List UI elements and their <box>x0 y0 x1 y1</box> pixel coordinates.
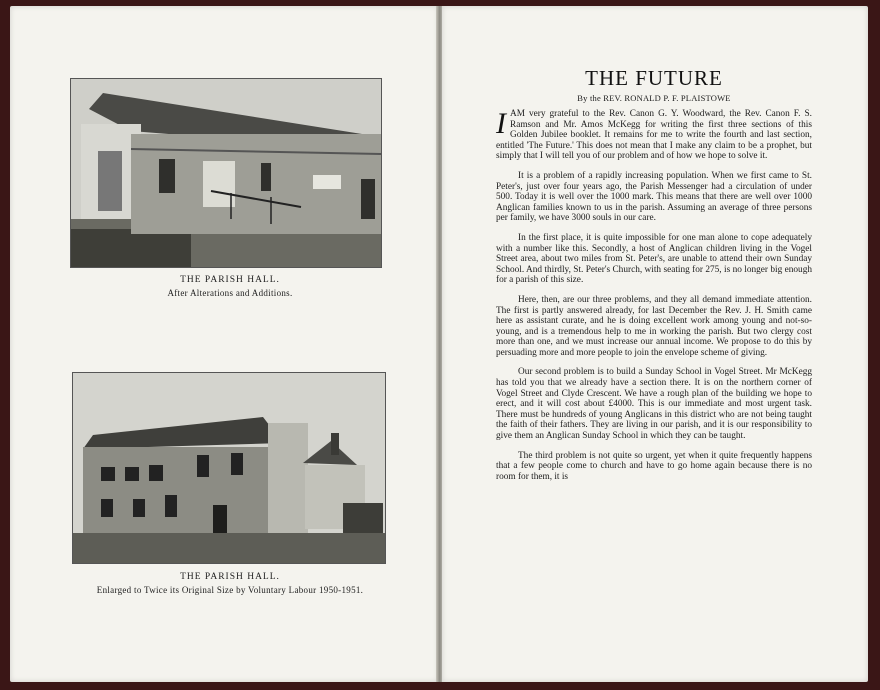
right-page <box>442 6 868 682</box>
article-title: THE FUTURE <box>585 66 723 90</box>
drop-cap: I <box>496 107 506 140</box>
article-paragraph-1-text: AM very grateful to the Rev. Canon G. Y. Woodward, the Rev. Canon F. S. Ramson and Mr. Amos McKegg for writing the first three sections of this Golden Jubilee booklet. It remains for me to write the fourth and last section, entitled 'The Future.' This does not mean that I make any claim to be a prophet, but simply that I will tell you of our problem and of how we hope to solve it. <box>496 109 812 162</box>
photo-1-caption-title: THE PARISH HALL. <box>180 275 280 285</box>
article-paragraph-4: Here, then, are our three problems, and they all demand immediate attention. The first is partly answered already, for last December the Rev. J. H. Smith came here as assistant curate, and he is doing excellent work among young and not-so-young, and is a tremendous help to me in working the parish. But two clergy cost more than one, and we must increase our annual income. We propose to do this by persuading more and more people to join the envelope scheme of giving. <box>496 294 812 358</box>
photo-2-caption-title: THE PARISH HALL. <box>180 572 280 582</box>
article-paragraph-5: Our second problem is to build a Sunday School in Vogel Street. Mr McKegg has told you that we already have a section there. It is on the northern corner of Vogel Street and Clyde Crescent. We have a rough plan of the building we hope to erect, and it will cost about £4000. This is our immediate and most urgent task. There must be hundreds of young Anglicans in this district who are not being taught the faith of their fathers. They are living in our parish, and it is our responsibility to give them an Anglican Sunday School in which they can be taught. <box>496 367 812 442</box>
photo-1-caption-sub: After Alterations and Additions. <box>167 288 293 298</box>
article-paragraph-3: In the first place, it is quite impossible for one man alone to cope adequately with a number like this. Secondly, a host of Anglican children living in the Vogel Street area, about two miles from St. Peter's, are unable to attend their own Sunday School. And thirdly, St. Peter's Church, with seating for 275, is no longer big enough for a parish of this size. <box>496 232 812 286</box>
article-paragraph-2: It is a problem of a rapidly increasing population. When we first came to St. Peter's, just over four years ago, the Parish Messenger had a circulation of under 500. Today it is well over the 1000 mark. This means that there are well over 1000 Anglican families known to us in the parish. Assuming an average of three persons per family, we have 3000 souls in our care. <box>496 170 812 224</box>
article <box>496 66 812 491</box>
photo-2-caption-sub: Enlarged to Twice its Original Size by Voluntary Labour 1950-1951. <box>96 585 364 595</box>
photo-2-caption <box>70 572 390 595</box>
photo-1-caption <box>70 275 390 298</box>
article-paragraph-1 <box>496 109 812 162</box>
article-byline: By the REV. RONALD P. F. PLAISTOWE <box>577 93 731 103</box>
parish-hall-photo-2 <box>72 372 386 564</box>
article-paragraph-6: The third problem is not quite so urgent, yet when it quite frequently happens that a few people come to church and have to go home again because there is no room for them, it is <box>496 450 812 482</box>
left-page <box>10 6 438 682</box>
parish-hall-photo-1 <box>70 78 382 268</box>
